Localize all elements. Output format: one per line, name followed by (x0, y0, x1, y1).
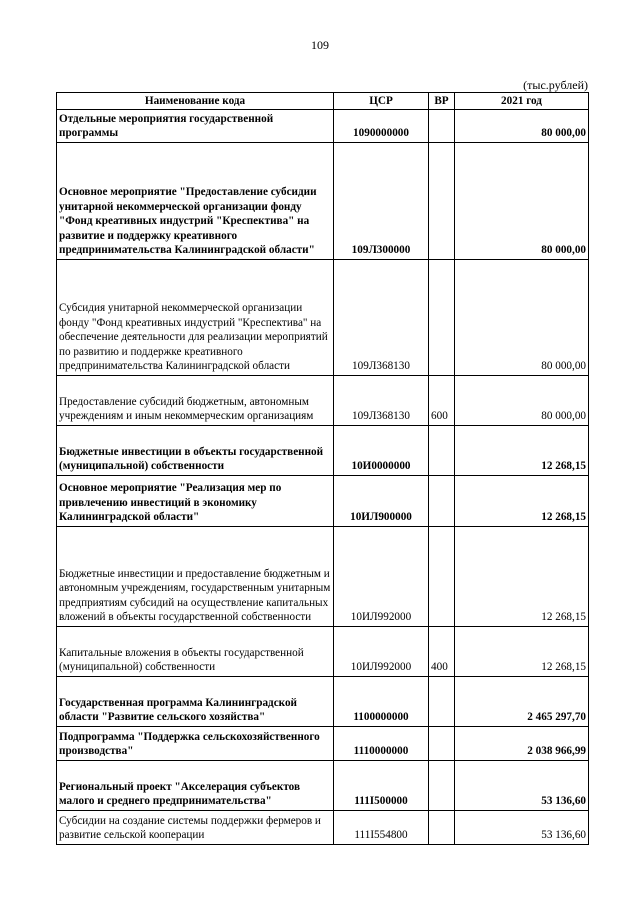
row-vr-cell (429, 260, 455, 376)
row-csr-cell: 1110000000 (334, 727, 429, 761)
budget-table (56, 92, 589, 845)
row-vr-cell (429, 811, 455, 845)
row-csr-cell: 10ИЛ992000 (334, 527, 429, 627)
row-amount-cell: 12 268,15 (455, 426, 589, 476)
row-amount-cell: 12 268,15 (455, 627, 589, 677)
units-label: (тыс.рублей) (523, 78, 588, 92)
row-csr-cell: 1090000000 (334, 110, 429, 143)
table-row (57, 761, 589, 811)
row-csr-cell: 111I500000 (334, 761, 429, 811)
header-csr: ЦСР (334, 93, 429, 110)
table-row (57, 260, 589, 376)
table-row (57, 811, 589, 845)
row-amount-cell: 2 465 297,70 (455, 677, 589, 727)
header-name: Наименование кода (57, 93, 334, 110)
table-header-row (57, 93, 589, 110)
row-name-cell: Бюджетные инвестиции в объекты государственной (муниципальной) собственности (57, 426, 334, 476)
row-name-cell: Основное мероприятие "Реализация мер по привлечению инвестиций в экономику Калининградской области" (57, 476, 334, 527)
table-row (57, 677, 589, 727)
row-vr-cell: 400 (429, 627, 455, 677)
row-name-cell: Предоставление субсидий бюджетным, автономным учреждениям и иным некоммерческим организациям (57, 376, 334, 426)
row-name-cell: Капитальные вложения в объекты государственной (муниципальной) собственности (57, 627, 334, 677)
row-amount-cell: 53 136,60 (455, 761, 589, 811)
table-row (57, 110, 589, 143)
row-csr-cell: 10ИЛ900000 (334, 476, 429, 527)
row-csr-cell: 10И0000000 (334, 426, 429, 476)
row-amount-cell: 2 038 966,99 (455, 727, 589, 761)
table-body (57, 110, 589, 845)
table-row (57, 727, 589, 761)
table-row (57, 143, 589, 260)
row-name-cell: Региональный проект "Акселерация субъектов малого и среднего предпринимательства" (57, 761, 334, 811)
header-vr: ВР (429, 93, 455, 110)
row-amount-cell: 12 268,15 (455, 476, 589, 527)
row-vr-cell (429, 527, 455, 627)
row-vr-cell: 600 (429, 376, 455, 426)
row-amount-cell: 53 136,60 (455, 811, 589, 845)
row-name-cell: Основное мероприятие "Предоставление субсидии унитарной некоммерческой организации фонду "Фонд креативных индустрий "Креспектива" на развитие и поддержку креативного предпринимательства Калининградской области" (57, 143, 334, 260)
row-name-cell: Государственная программа Калининградской области "Развитие сельского хозяйства" (57, 677, 334, 727)
row-name-cell: Субсидии на создание системы поддержки фермеров и развитие сельской кооперации (57, 811, 334, 845)
table-row (57, 426, 589, 476)
row-vr-cell (429, 426, 455, 476)
row-csr-cell: 1100000000 (334, 677, 429, 727)
row-csr-cell: 109Л368130 (334, 260, 429, 376)
row-amount-cell: 80 000,00 (455, 376, 589, 426)
row-name-cell: Субсидия унитарной некоммерческой организации фонду "Фонд креативных индустрий "Креспектива" на обеспечение деятельности для реализации мероприятий по развитию и поддержке креативного предпринимательства Калининградской области (57, 260, 334, 376)
page-number: 109 (311, 38, 329, 52)
table-row (57, 476, 589, 527)
row-vr-cell (429, 761, 455, 811)
row-name-cell: Отдельные мероприятия государственной программы (57, 110, 334, 143)
table-row (57, 627, 589, 677)
row-vr-cell (429, 677, 455, 727)
row-csr-cell: 10ИЛ992000 (334, 627, 429, 677)
row-vr-cell (429, 143, 455, 260)
row-csr-cell: 111I554800 (334, 811, 429, 845)
row-vr-cell (429, 727, 455, 761)
row-name-cell: Подпрограмма "Поддержка сельскохозяйственного производства" (57, 727, 334, 761)
header-year: 2021 год (455, 93, 589, 110)
row-amount-cell: 80 000,00 (455, 110, 589, 143)
table-row (57, 376, 589, 426)
row-amount-cell: 80 000,00 (455, 143, 589, 260)
row-csr-cell: 109Л368130 (334, 376, 429, 426)
row-amount-cell: 12 268,15 (455, 527, 589, 627)
row-name-cell: Бюджетные инвестиции и предоставление бюджетным и автономным учреждениям, государственным унитарным предприятиям субсидий на осуществление капитальных вложений в объекты государственной собственности (57, 527, 334, 627)
row-vr-cell (429, 110, 455, 143)
row-csr-cell: 109Л300000 (334, 143, 429, 260)
row-vr-cell (429, 476, 455, 527)
row-amount-cell: 80 000,00 (455, 260, 589, 376)
table-row (57, 527, 589, 627)
